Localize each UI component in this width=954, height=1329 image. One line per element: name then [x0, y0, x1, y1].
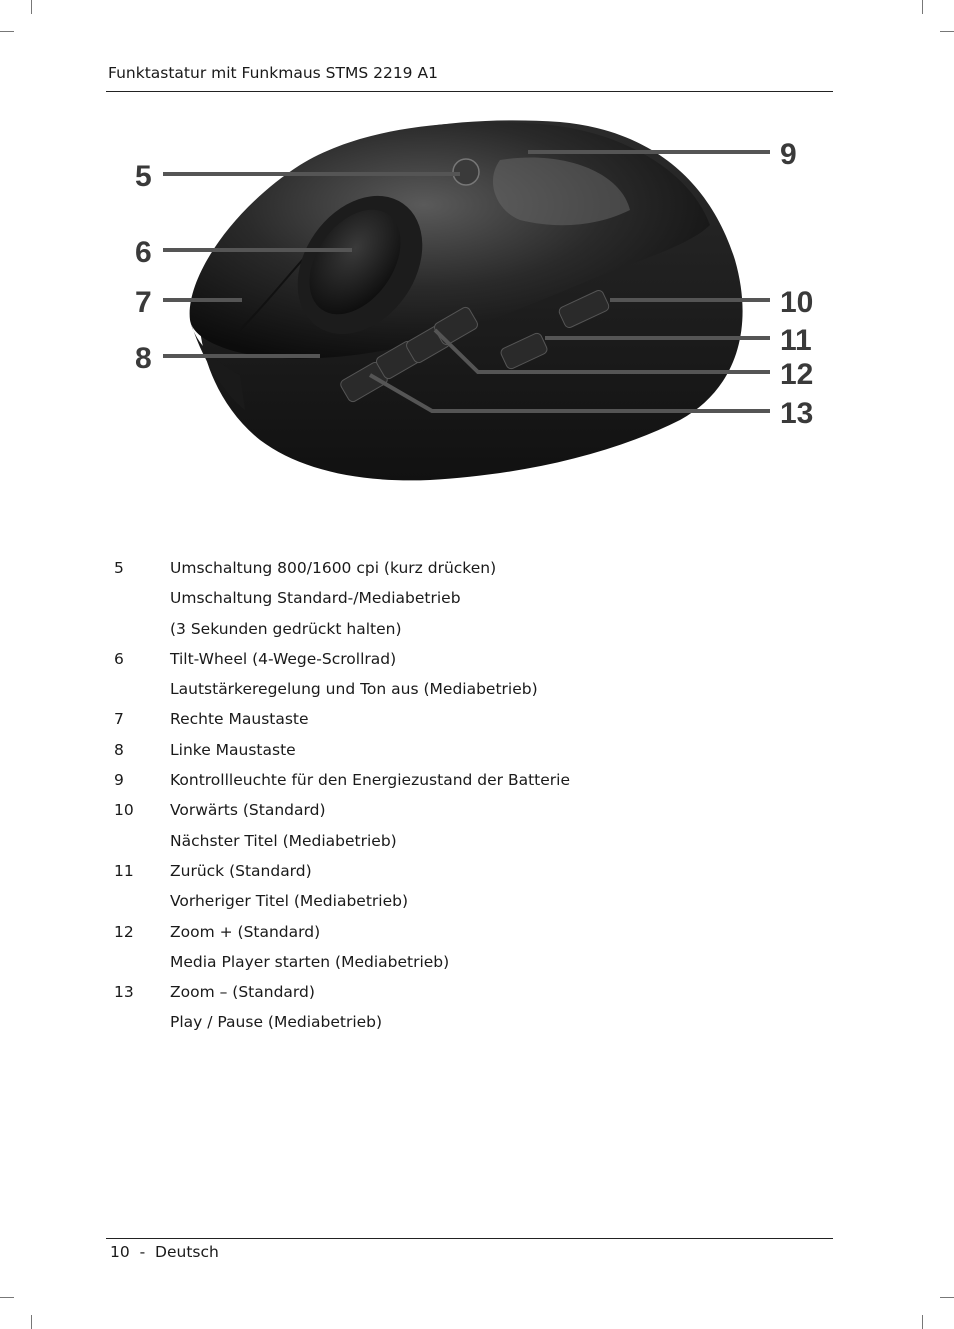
legend-row: [114, 889, 814, 919]
legend-row: [114, 1010, 814, 1040]
legend-number: 10: [114, 801, 134, 820]
callout-9: 9: [780, 138, 797, 171]
mouse-figure: [0, 0, 954, 520]
legend-number: 13: [114, 983, 134, 1002]
footer-rule: [106, 1238, 833, 1239]
legend-text: Lautstärkeregelung und Ton aus (Mediabetrieb): [170, 680, 538, 699]
legend-text: Zoom – (Standard): [170, 983, 315, 1002]
legend-number: 8: [114, 740, 124, 759]
legend-text: (3 Sekunden gedrückt halten): [170, 619, 402, 638]
legend-text: Vorwärts (Standard): [170, 801, 326, 820]
legend-row: [114, 738, 814, 768]
legend-row: [114, 768, 814, 798]
footer-language: Deutsch: [155, 1243, 219, 1261]
legend-number: 9: [114, 771, 124, 790]
legend-row: [114, 617, 814, 647]
callout-8: 8: [135, 342, 152, 375]
legend-row: [114, 798, 814, 828]
legend-text: Media Player starten (Mediabetrieb): [170, 952, 450, 971]
footer-separator: -: [139, 1243, 146, 1261]
page-number: 10: [110, 1243, 130, 1261]
crop-mark: [922, 1315, 923, 1329]
page-header-title: Funktastatur mit Funkmaus STMS 2219 A1: [108, 64, 438, 82]
callout-6: 6: [135, 236, 152, 269]
legend-row: [114, 950, 814, 980]
legend-text: Kontrollleuchte für den Energiezustand der Batterie: [170, 771, 571, 790]
legend-row: [114, 647, 814, 677]
legend-text: Zoom + (Standard): [170, 922, 321, 941]
legend-text: Play / Pause (Mediabetrieb): [170, 1013, 383, 1032]
legend-number: 7: [114, 710, 124, 729]
legend-row: [114, 920, 814, 950]
legend-row: [114, 556, 814, 586]
legend-row: [114, 586, 814, 616]
legend-text: Nächster Titel (Mediabetrieb): [170, 831, 397, 850]
callout-12: 12: [780, 358, 814, 391]
crop-mark: [31, 1315, 32, 1329]
legend-number: 5: [114, 559, 124, 577]
legend-number: 6: [114, 649, 124, 668]
legend-row: [114, 829, 814, 859]
callout-5: 5: [135, 160, 152, 193]
callout-13: 13: [780, 397, 814, 430]
callout-7: 7: [135, 286, 152, 319]
legend-row: [114, 677, 814, 707]
legend-text: Umschaltung Standard-/Mediabetrieb: [170, 589, 461, 608]
legend-text: Vorheriger Titel (Mediabetrieb): [170, 892, 408, 911]
legend-text: Tilt-Wheel (4-Wege-Scrollrad): [170, 649, 397, 668]
page-footer: [110, 1243, 219, 1261]
legend-text: Rechte Maustaste: [170, 710, 309, 729]
legend-text: Linke Maustaste: [170, 740, 296, 759]
legend-list: [114, 556, 814, 1041]
callout-10: 10: [780, 286, 814, 319]
legend-row: [114, 859, 814, 889]
callout-11: 11: [780, 324, 812, 357]
legend-number: 11: [114, 861, 134, 880]
legend-text: Umschaltung 800/1600 cpi (kurz drücken): [170, 559, 497, 577]
crop-mark: [940, 1297, 954, 1298]
legend-row: [114, 707, 814, 737]
legend-text: Zurück (Standard): [170, 861, 312, 880]
legend-number: 12: [114, 922, 134, 941]
crop-mark: [0, 1297, 14, 1298]
legend-row: [114, 980, 814, 1010]
